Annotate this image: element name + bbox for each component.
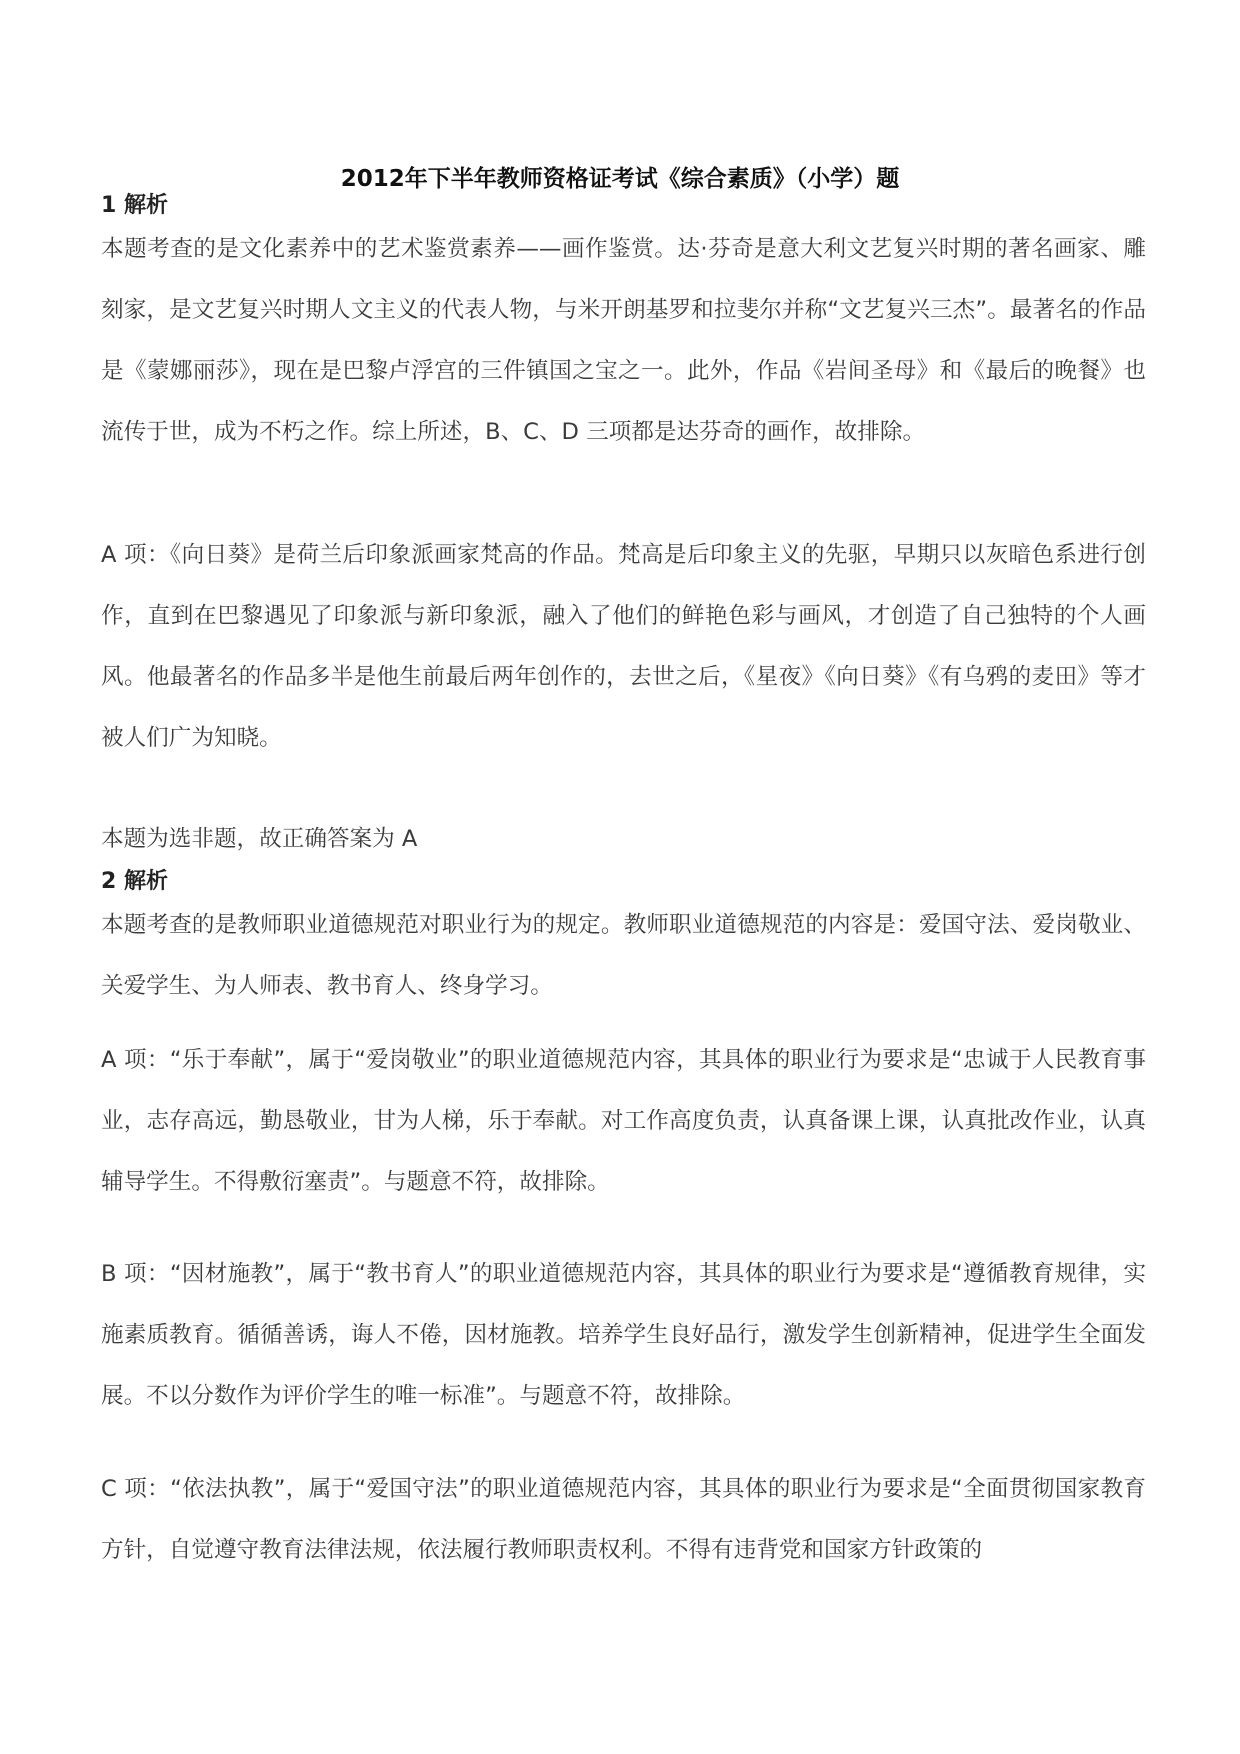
section-2-paragraph-1: 本题考查的是教师职业道德规范对职业行为的规定。教师职业道德规范的内容是：爱国守法、爱岗敬业、关爱学生、为人师表、教书育人、终身学习。: [101, 912, 1146, 999]
section-2-option-a: A 项：“乐于奉献”，属于“爱岗敬业”的职业道德规范内容，其具体的职业行为要求是“忠诚于人民教育事业，志存高远，勤恳敬业，甘为人梯，乐于奉献。对工作高度负责，认真备课上课，认真批改作业，认真辅导学生。不得敷衍塞责”。与题意不符，故排除。: [101, 1047, 1146, 1195]
document-title: 2012年下半年教师资格证考试《综合素质》（小学）题: [340, 166, 900, 192]
section-1-paragraph-2: A 项：《向日葵》是荷兰后印象派画家梵高的作品。梵高是后印象主义的先驱，早期只以灰暗色系进行创作，直到在巴黎遇见了印象派与新印象派，融入了他们的鲜艳色彩与画风，才创造了自己独特的个人画风。他最著名的作品多半是他生前最后两年创作的，去世之后，《星夜》《向日葵》《有乌鸦的麦田》等才被人们广为知晓。: [101, 542, 1146, 751]
section-heading-2: 2 解析: [101, 869, 168, 894]
section-1-paragraph-1: 本题考查的是文化素养中的艺术鉴赏素养——画作鉴赏。达·芬奇是意大利文艺复兴时期的著名画家、雕刻家，是文艺复兴时期人文主义的代表人物，与米开朗基罗和拉斐尔并称“文艺复兴三杰”。最著名的作品是《蒙娜丽莎》，现在是巴黎卢浮宫的三件镇国之宝之一。此外，作品《岩间圣母》和《最后的晚餐》也流传于世，成为不朽之作。综上所述，B、C、D 三项都是达芬奇的画作，故排除。: [101, 236, 1146, 445]
section-2-option-c: C 项：“依法执教”，属于“爱国守法”的职业道德规范内容，其具体的职业行为要求是“全面贯彻国家教育方针，自觉遵守教育法律法规，依法履行教师职责权利。不得有违背党和国家方针政策的: [101, 1476, 1146, 1563]
section-heading-1: 1 解析: [101, 193, 168, 218]
section-2-option-b: B 项：“因材施教”，属于“教书育人”的职业道德规范内容，其具体的职业行为要求是“遵循教育规律，实施素质教育。循循善诱，诲人不倦，因材施教。培养学生良好品行，激发学生创新精神，促进学生全面发展。不以分数作为评价学生的唯一标准”。与题意不符，故排除。: [101, 1261, 1146, 1409]
section-1-conclusion: 本题为选非题，故正确答案为 A: [101, 826, 418, 852]
